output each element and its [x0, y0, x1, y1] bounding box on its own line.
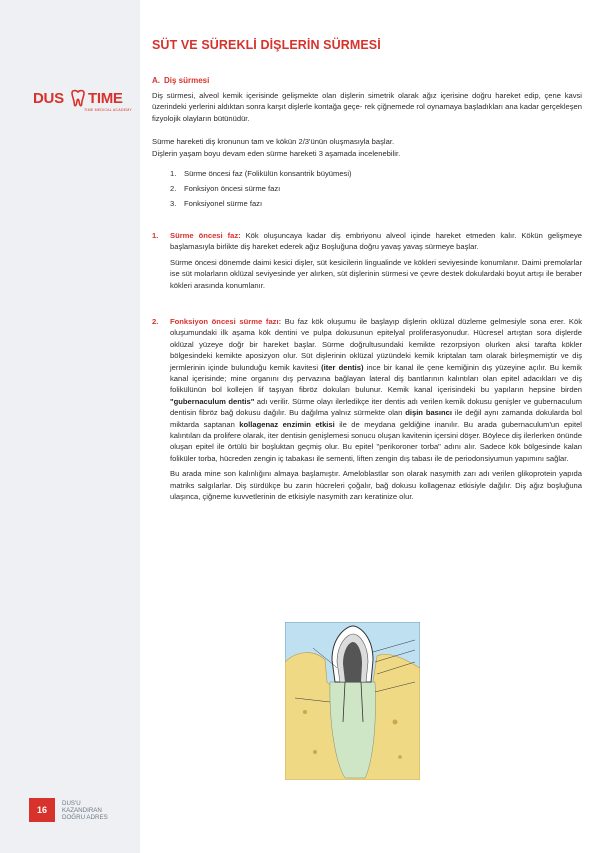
- stages-list: [170, 166, 352, 211]
- page-title: SÜT VE SÜREKLİ DİŞLERİN SÜRMESİ: [152, 38, 381, 52]
- footer-brand-line: DUS'U: [62, 800, 81, 807]
- term-bold: kollagenaz enzimin etkisi: [239, 419, 335, 429]
- phase-text: Bu faz kök oluşumu ile başlayıp dişlerin oklüzal düzleme gelmesiyle sona erer. Kök oluşumundaki ilk aşama kök dentini ve pulpa dokusunun epitelyal proliferasyonudur. Hücresel artıştan sora dişlerde oklüzal yüzeye doğr bir hareket başlar. Sürme doğrultusundaki kemikte rezorpsiyon olurken aksi tarafta kökler bölgesindeki kemikte aposizyon olur. Süt dişlerinin oklüzal yüzündeki kemik kriptalan tam olarak birleşmemiştir ve diş jermlerinin içinde bulunduğu kemik kavitesi: [170, 317, 583, 372]
- phase-1-paragraph-2: Sürme öncesi dönemde daimi kesici dişler, süt kesicilerin lingualinde ve kökleri seviyesinde konumlanır. Daimi premolarlar ise süt molarların oklüzal seviyesinde yer alırken, süt dişlerinin sürmesi ve çevre destek dokulardaki boyut artışı ile beraber kökleri arasında konumlanır.: [170, 257, 582, 290]
- phase-1-block: [152, 230, 582, 291]
- page-number: 16: [29, 798, 55, 822]
- section-letter: A.: [152, 76, 160, 85]
- tooth-eruption-diagram-icon: [285, 622, 420, 780]
- phase-number: 1.: [152, 231, 159, 240]
- phase-text: Kök oluşuncaya kadar diş embriyonu alveol içinde hareket etmeden kalır. Kökün gelişmeye başlamasıyla birlikte diş hareket ederek ağız Boşluğuna doğru yavaş yavaş sürmeye başlar.: [170, 231, 582, 252]
- list-number: 2.: [170, 184, 177, 193]
- tooth-icon: [69, 89, 87, 107]
- footer-brand: [62, 800, 108, 822]
- phase-number: 2.: [152, 317, 159, 326]
- list-label: Fonksiyonel sürme fazı: [184, 199, 263, 208]
- dustime-logo: [33, 88, 132, 112]
- intro-paragraph: Diş sürmesi, alveol kemik içerisinde gelişmekte olan dişlerin simetrik olarak ağız içerisine doğru hareket edip, çene kavsi üzerindeki yerlerini aldıktan sonra karşıt dişlerle kontağa geçe- rek çiğnemede rol oynamaya başladıkları ana kadar gerçekleşen fizyolojik olayların bütünüdür.: [152, 91, 582, 123]
- list-item: [170, 166, 352, 181]
- logo-dus: DUS: [33, 90, 64, 107]
- footer-brand-line: DOĞRU ADRES: [62, 814, 108, 822]
- term-bold: (iter dentis): [321, 362, 364, 372]
- phase-2-paragraph: [170, 316, 582, 464]
- list-number: 3.: [170, 199, 177, 208]
- phase-text: ile değil aynı zamanda dokularda bol miktarda saptanan: [170, 408, 582, 429]
- phase-1-paragraph: [170, 230, 582, 253]
- list-item: [170, 181, 352, 196]
- list-label: Sürme öncesi faz (Folikülün konsantrik büyümesi): [184, 169, 352, 178]
- logo-tagline: TIME MEDICAL ACADEMY: [84, 108, 132, 112]
- list-number: 1.: [170, 169, 177, 178]
- section-title: Diş sürmesi: [164, 76, 210, 85]
- section-a-heading: [152, 76, 209, 85]
- footer-brand-line: KAZANDIRAN: [62, 807, 102, 815]
- term-bold: "gubernaculum dentis": [170, 396, 255, 406]
- phase-2-block: [152, 316, 582, 503]
- phase-text: ile de meydana geldiğine inanılır. Bu arada gubernaculum'un epitel kalıntıları da prolifere olarak, iter dentisin genişlemesi sonucu oluşan kavitenin içersini döşer. Böylece diş ilerlerken önünde oluşan epitel ile örtülü bir boşluktan geçmiş olur. Bu epitel "perikoroner torba" adını alır. Sadece kök bölgesinde kalan foliküler torba, hücreden zengin iç tabakası ile sementi, liften zengin dış tabası ile de periodonsiyumun yapımını sağlar.: [170, 419, 582, 463]
- logo-time: TIME: [88, 90, 123, 107]
- phase-2-paragraph-2: Bu arada mine son kalınlığını almaya başlamıştır. Ameloblastlar son olarak nasymith zarı adı verilen glikoprotein yapıda matriks salgılarlar. Diş sürdükçe bu zarın hücreleri çoğalır, bağ dokusu kollagenaz etkisiyle dağılır. Diş ağız boşluğuna ulaşınca, çiğneme kuvvetlerinin de etkisiyle nasymith zarı keratinize olur.: [170, 469, 582, 502]
- phase-text: ince bir kanal ile çene kemiğinin dış yüzeyine açılır. Bu kemik kanal içerisinde; mine organını dış pervazına bağlayan lateral diş bantlarının kalıntıları olan epitel adacıkları ve diş folikülünün bol kollejen lif taşıyan fibröz dokuları bulunur. Kemik kanal içerisindeki bu yapıların hepsine birden: [170, 362, 582, 395]
- phase-text: adı verilir. Sürme olayı ilerledikçe iter dentis adı verilen kemik dokusu genişler ve gubernaculum dentisin fibröz bağ dokusu dağılır. Bu dağılma yalnız sürmekte olan: [170, 396, 582, 418]
- list-label: Fonksiyon öncesi sürme fazı: [184, 184, 281, 193]
- list-item: [170, 196, 352, 211]
- phase-term: Sürme öncesi faz:: [170, 231, 241, 240]
- eruption-note: Sürme hareketi diş kronunun tam ve kökün 2/3'ünün oluşmasıyla başlar.: [152, 137, 395, 146]
- phase-term: Fonksiyon öncesi sürme fazı:: [170, 317, 282, 326]
- stages-intro: Dişlerin yaşam boyu devam eden sürme hareketi 3 aşamada incelenebilir.: [152, 149, 401, 158]
- term-bold: dişin basıncı: [405, 408, 452, 418]
- left-sidebar: [0, 0, 140, 853]
